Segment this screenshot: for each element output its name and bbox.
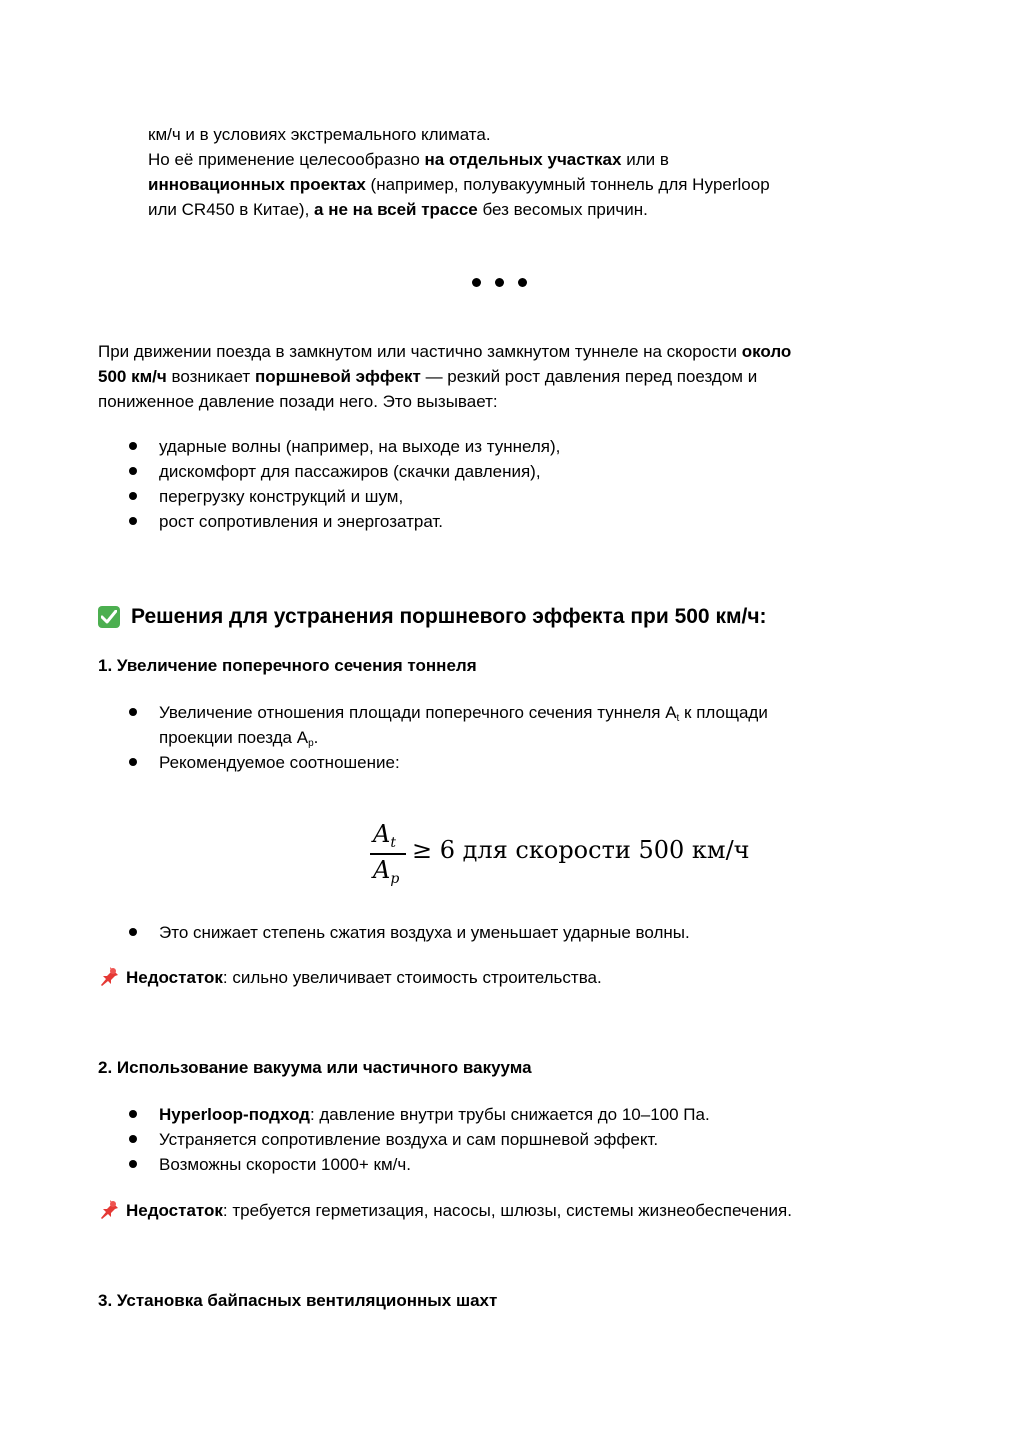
solution-2-bullet-3: Возможны скорости 1000+ км/ч.: [159, 1155, 411, 1174]
formula-condition: ≥ 6 для скорости 500 км/ч: [412, 836, 750, 864]
list-item: перегрузку конструкций и шум,: [159, 487, 404, 506]
bullet: [129, 442, 137, 450]
pushpin-icon: [98, 1198, 120, 1220]
bullet: [129, 492, 137, 500]
bullet: [129, 1135, 137, 1143]
intro-line-3: инновационных проектах (например, полувакуумный тоннель для Hyperloop: [148, 175, 770, 194]
bullet: [129, 1110, 137, 1118]
solution-1-title: 1. Увеличение поперечного сечения тоннеля: [98, 656, 477, 675]
section-separator: [472, 278, 532, 288]
solutions-heading: Решения для устранения поршневого эффекта при 500 км/ч:: [131, 605, 767, 628]
list-item: дискомфорт для пассажиров (скачки давления),: [159, 462, 541, 481]
solution-1-bullet-3: Это снижает степень сжатия воздуха и уменьшает ударные волны.: [159, 923, 690, 942]
bullet: [129, 1160, 137, 1168]
solution-1-bullet-1-line-2: проекции поезда Ap.: [159, 728, 319, 749]
bullet: [129, 517, 137, 525]
piston-paragraph-line-2: 500 км/ч возникает поршневой эффект — резкий рост давления перед поездом и: [98, 367, 758, 386]
piston-paragraph-line-1: При движении поезда в замкнутом или частично замкнутом туннеле на скорости около: [98, 342, 792, 361]
list-item: ударные волны (например, на выходе из туннеля),: [159, 437, 561, 456]
bullet: [129, 708, 137, 716]
check-mark-icon: [98, 606, 120, 628]
solution-2-title: 2. Использование вакуума или частичного вакуума: [98, 1058, 532, 1077]
bullet: [129, 758, 137, 766]
bullet: [129, 928, 137, 936]
intro-line-4: или CR450 в Китае), а не на всей трассе без весомых причин.: [148, 200, 648, 219]
solution-2-drawback: Недостаток: требуется герметизация, насосы, шлюзы, системы жизнеобеспечения.: [126, 1201, 792, 1220]
solution-1-drawback: Недостаток: сильно увеличивает стоимость строительства.: [126, 968, 602, 987]
solution-3-title: 3. Установка байпасных вентиляционных шахт: [98, 1291, 498, 1310]
bullet: [129, 467, 137, 475]
pushpin-icon: [98, 965, 120, 987]
solution-1-bullet-2: Рекомендуемое соотношение:: [159, 753, 400, 772]
solution-1-bullet-1-line-1: Увеличение отношения площади поперечного сечения туннеля At к площади: [159, 703, 768, 724]
list-item: рост сопротивления и энергозатрат.: [159, 512, 444, 531]
intro-line-1: км/ч и в условиях экстремального климата.: [148, 125, 491, 144]
intro-line-2: Но её применение целесообразно на отдельных участках или в: [148, 150, 669, 169]
piston-paragraph-line-3: пониженное давление позади него. Это вызывает:: [98, 392, 498, 411]
solution-2-bullet-2: Устраняется сопротивление воздуха и сам поршневой эффект.: [159, 1130, 659, 1149]
solution-2-bullet-1: Hyperloop-подход: давление внутри трубы снижается до 10–100 Па.: [159, 1105, 710, 1124]
